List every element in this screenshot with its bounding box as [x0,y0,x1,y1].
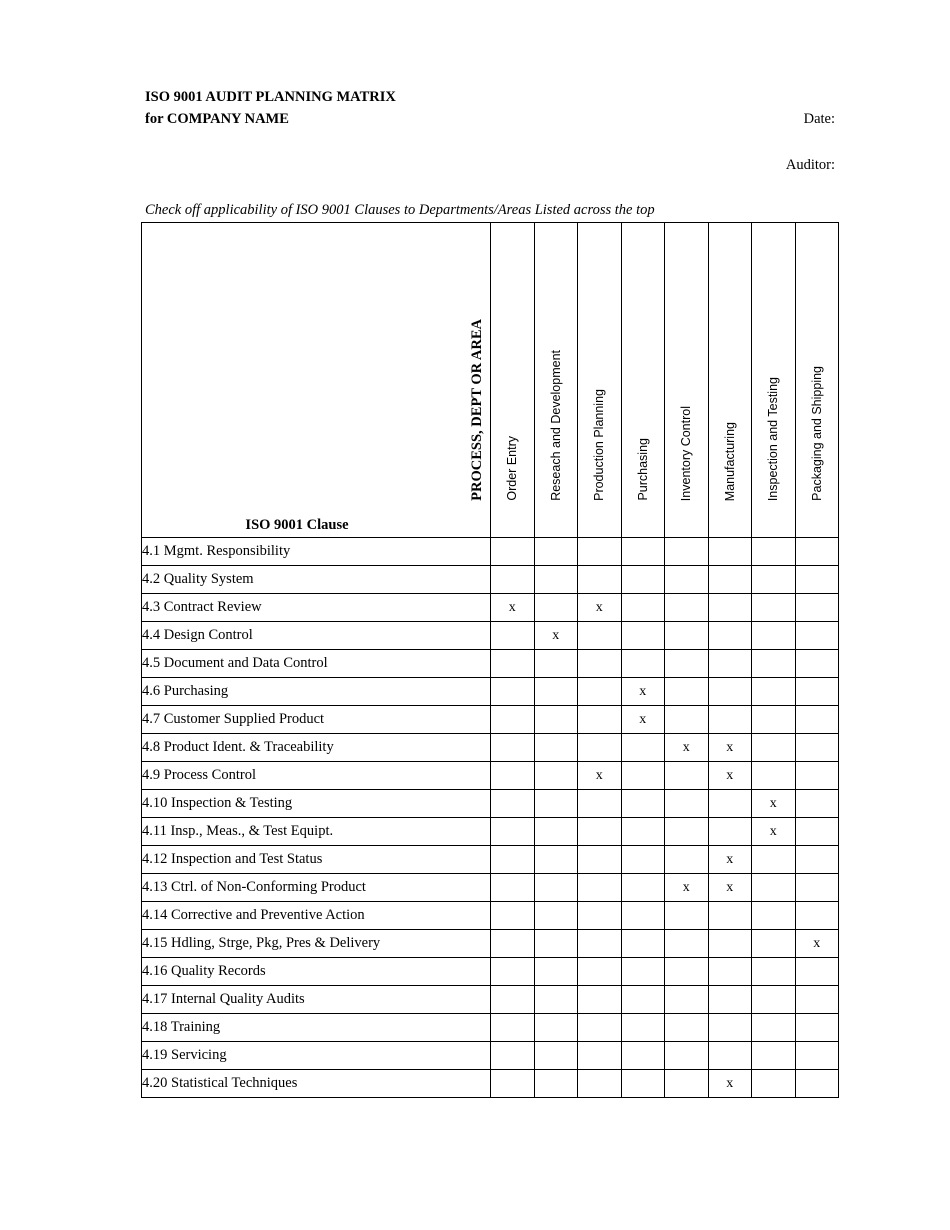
table-row [142,566,839,594]
applicability-cell[interactable] [621,594,665,622]
applicability-cell[interactable] [665,762,709,790]
applicability-cell[interactable] [665,958,709,986]
applicability-cell[interactable] [665,1042,709,1070]
applicability-cell[interactable] [752,622,796,650]
applicability-cell[interactable] [795,594,839,622]
audit-matrix-table [141,222,839,1098]
applicability-cell[interactable] [534,678,578,706]
applicability-cell[interactable] [795,566,839,594]
applicability-cell[interactable] [752,762,796,790]
applicability-cell[interactable] [665,678,709,706]
matrix-body [142,538,839,1098]
applicability-cell[interactable] [708,566,752,594]
department-header-packaging-shipping: Packaging and Shipping [809,366,824,501]
clause-cell: 4.2 Quality System [142,566,491,594]
applicability-cell[interactable] [795,678,839,706]
applicability-cell[interactable] [491,930,535,958]
applicability-cell[interactable] [795,986,839,1014]
clause-cell: 4.8 Product Ident. & Traceability [142,734,491,762]
applicability-cell[interactable] [708,930,752,958]
table-row [142,1070,839,1098]
applicability-cell[interactable] [665,566,709,594]
applicability-cell[interactable] [491,874,535,902]
applicability-cell[interactable] [708,986,752,1014]
department-header-cell [578,223,622,538]
applicability-cell[interactable] [491,734,535,762]
applicability-cell[interactable]: x [708,734,752,762]
applicability-cell[interactable] [491,1042,535,1070]
applicability-cell[interactable] [578,818,622,846]
clause-cell: 4.7 Customer Supplied Product [142,706,491,734]
applicability-cell[interactable] [534,538,578,566]
applicability-cell[interactable]: x [752,818,796,846]
applicability-cell[interactable] [708,818,752,846]
applicability-cell[interactable] [752,986,796,1014]
applicability-cell[interactable] [708,1042,752,1070]
applicability-cell[interactable] [491,986,535,1014]
applicability-cell[interactable] [578,678,622,706]
applicability-cell[interactable] [491,902,535,930]
applicability-cell[interactable] [795,734,839,762]
applicability-cell[interactable] [578,706,622,734]
applicability-cell[interactable] [795,818,839,846]
table-row [142,874,839,902]
applicability-cell[interactable] [621,846,665,874]
table-row [142,734,839,762]
applicability-cell[interactable] [578,650,622,678]
department-header-order-entry: Order Entry [505,436,520,501]
applicability-cell[interactable] [665,1070,709,1098]
applicability-cell[interactable] [708,650,752,678]
clause-cell: 4.13 Ctrl. of Non-Conforming Product [142,874,491,902]
applicability-cell[interactable]: x [752,790,796,818]
applicability-cell[interactable] [708,706,752,734]
applicability-cell[interactable]: x [708,846,752,874]
clause-column-header: ISO 9001 Clause [245,517,349,533]
applicability-cell[interactable] [534,846,578,874]
clause-cell: 4.18 Training [142,1014,491,1042]
clause-cell: 4.3 Contract Review [142,594,491,622]
applicability-cell[interactable] [621,566,665,594]
applicability-cell[interactable] [665,846,709,874]
applicability-cell[interactable] [534,902,578,930]
applicability-cell[interactable] [752,734,796,762]
applicability-cell[interactable] [491,790,535,818]
applicability-cell[interactable] [665,790,709,818]
applicability-cell[interactable]: x [665,874,709,902]
applicability-cell[interactable] [534,650,578,678]
applicability-cell[interactable] [708,678,752,706]
clause-header-cell [142,223,491,538]
applicability-cell[interactable] [621,986,665,1014]
applicability-cell[interactable]: x [578,594,622,622]
applicability-cell[interactable] [752,1042,796,1070]
applicability-cell[interactable] [665,902,709,930]
applicability-cell[interactable] [665,538,709,566]
department-header-cell [752,223,796,538]
clause-cell: 4.19 Servicing [142,1042,491,1070]
applicability-cell[interactable] [752,1070,796,1098]
applicability-cell[interactable] [578,1014,622,1042]
applicability-cell[interactable] [752,566,796,594]
applicability-cell[interactable] [534,1014,578,1042]
table-row [142,762,839,790]
table-row [142,538,839,566]
applicability-cell[interactable] [491,538,535,566]
date-label: Date: [803,111,835,127]
applicability-cell[interactable] [578,846,622,874]
applicability-cell[interactable] [621,538,665,566]
table-row [142,790,839,818]
applicability-cell[interactable] [621,930,665,958]
applicability-cell[interactable] [708,538,752,566]
applicability-cell[interactable] [665,650,709,678]
applicability-cell[interactable] [491,762,535,790]
table-row [142,706,839,734]
applicability-cell[interactable] [795,650,839,678]
applicability-cell[interactable] [752,846,796,874]
clause-cell: 4.4 Design Control [142,622,491,650]
applicability-cell[interactable] [491,958,535,986]
applicability-cell[interactable] [578,734,622,762]
applicability-cell[interactable] [491,818,535,846]
applicability-cell[interactable] [534,958,578,986]
applicability-cell[interactable] [621,762,665,790]
applicability-cell[interactable] [621,622,665,650]
applicability-cell[interactable] [578,958,622,986]
applicability-cell[interactable] [578,874,622,902]
instructions-text: Check off applicability of ISO 9001 Clauses to Departments/Areas Listed across the top [145,202,655,218]
table-row [142,958,839,986]
applicability-cell[interactable] [621,958,665,986]
applicability-cell[interactable] [752,930,796,958]
applicability-cell[interactable] [665,1014,709,1042]
applicability-cell[interactable] [534,874,578,902]
applicability-cell[interactable] [534,594,578,622]
applicability-cell[interactable] [665,930,709,958]
table-row [142,902,839,930]
applicability-cell[interactable] [621,734,665,762]
clause-cell: 4.1 Mgmt. Responsibility [142,538,491,566]
department-header-cell [795,223,839,538]
applicability-cell[interactable] [752,874,796,902]
applicability-cell[interactable] [795,790,839,818]
applicability-cell[interactable] [578,538,622,566]
applicability-cell[interactable] [708,622,752,650]
applicability-cell[interactable] [752,1014,796,1042]
applicability-cell[interactable] [534,566,578,594]
applicability-cell[interactable] [752,538,796,566]
clause-cell: 4.17 Internal Quality Audits [142,986,491,1014]
header-row [142,223,839,538]
applicability-cell[interactable]: x [534,622,578,650]
clause-cell: 4.12 Inspection and Test Status [142,846,491,874]
applicability-cell[interactable] [621,818,665,846]
applicability-cell[interactable] [621,650,665,678]
clause-cell: 4.14 Corrective and Preventive Action [142,902,491,930]
applicability-cell[interactable] [795,902,839,930]
table-row [142,594,839,622]
applicability-cell[interactable] [708,902,752,930]
applicability-cell[interactable] [578,902,622,930]
applicability-cell[interactable] [578,930,622,958]
applicability-cell[interactable] [491,1070,535,1098]
applicability-cell[interactable] [534,1042,578,1070]
applicability-cell[interactable] [665,706,709,734]
applicability-cell[interactable] [665,818,709,846]
applicability-cell[interactable] [491,650,535,678]
applicability-cell[interactable] [621,1042,665,1070]
applicability-cell[interactable] [795,846,839,874]
applicability-cell[interactable] [708,594,752,622]
applicability-cell[interactable] [752,902,796,930]
applicability-cell[interactable]: x [708,1070,752,1098]
applicability-cell[interactable]: x [621,678,665,706]
applicability-cell[interactable] [795,538,839,566]
applicability-cell[interactable] [752,678,796,706]
applicability-cell[interactable] [578,790,622,818]
applicability-cell[interactable] [752,706,796,734]
applicability-cell[interactable] [534,706,578,734]
department-header-cell [665,223,709,538]
applicability-cell[interactable] [795,958,839,986]
applicability-cell[interactable] [534,790,578,818]
table-row [142,622,839,650]
applicability-cell[interactable] [665,622,709,650]
applicability-cell[interactable] [491,1014,535,1042]
clause-cell: 4.10 Inspection & Testing [142,790,491,818]
department-header-cell [708,223,752,538]
table-row [142,678,839,706]
applicability-cell[interactable] [795,1042,839,1070]
applicability-cell[interactable]: x [578,762,622,790]
applicability-cell[interactable] [752,594,796,622]
applicability-cell[interactable]: x [665,734,709,762]
applicability-cell[interactable] [534,762,578,790]
applicability-cell[interactable] [752,650,796,678]
clause-cell: 4.15 Hdling, Strge, Pkg, Pres & Delivery [142,930,491,958]
applicability-cell[interactable] [752,958,796,986]
clause-cell: 4.20 Statistical Techniques [142,1070,491,1098]
applicability-cell[interactable] [578,986,622,1014]
process-dept-area-header: PROCESS, DEPT OR AREA [469,319,485,501]
applicability-cell[interactable] [491,678,535,706]
table-row [142,818,839,846]
applicability-cell[interactable] [491,846,535,874]
applicability-cell[interactable] [665,594,709,622]
applicability-cell[interactable] [621,1014,665,1042]
applicability-cell[interactable] [491,706,535,734]
table-row [142,986,839,1014]
auditor-label: Auditor: [785,157,835,173]
department-header-research-development: Reseach and Development [548,350,563,501]
applicability-cell[interactable] [578,1042,622,1070]
applicability-cell[interactable] [491,566,535,594]
applicability-cell[interactable] [795,1014,839,1042]
applicability-cell[interactable] [621,874,665,902]
applicability-cell[interactable]: x [491,594,535,622]
applicability-cell[interactable] [621,902,665,930]
department-header-cell [534,223,578,538]
clause-cell: 4.9 Process Control [142,762,491,790]
table-row [142,1014,839,1042]
table-row [142,1042,839,1070]
clause-cell: 4.11 Insp., Meas., & Test Equipt. [142,818,491,846]
applicability-cell[interactable]: x [621,706,665,734]
applicability-cell[interactable]: x [795,930,839,958]
applicability-cell[interactable]: x [708,762,752,790]
applicability-cell[interactable] [708,790,752,818]
applicability-cell[interactable] [534,734,578,762]
applicability-cell[interactable] [621,1070,665,1098]
applicability-cell[interactable] [578,566,622,594]
department-header-purchasing: Purchasing [635,438,650,501]
department-header-inspection-testing: Inspection and Testing [766,376,781,501]
applicability-cell[interactable]: x [708,874,752,902]
department-header-cell [621,223,665,538]
clause-cell: 4.16 Quality Records [142,958,491,986]
applicability-cell[interactable] [534,1070,578,1098]
applicability-cell[interactable] [708,958,752,986]
applicability-cell[interactable] [795,762,839,790]
applicability-cell[interactable] [795,706,839,734]
applicability-cell[interactable] [795,874,839,902]
clause-cell: 4.6 Purchasing [142,678,491,706]
clause-cell: 4.5 Document and Data Control [142,650,491,678]
department-header-manufacturing: Manufacturing [722,421,737,501]
applicability-cell[interactable] [795,622,839,650]
applicability-cell[interactable] [665,986,709,1014]
table-row [142,650,839,678]
department-header-production-planning: Production Planning [592,389,607,501]
document-title: ISO 9001 AUDIT PLANNING MATRIX [145,89,396,105]
department-header-cell [491,223,535,538]
company-name: for COMPANY NAME [145,111,289,127]
applicability-cell[interactable] [795,1070,839,1098]
applicability-cell[interactable] [491,622,535,650]
applicability-cell[interactable] [708,1014,752,1042]
applicability-cell[interactable] [578,1070,622,1098]
applicability-cell[interactable] [621,790,665,818]
applicability-cell[interactable] [578,622,622,650]
applicability-cell[interactable] [534,930,578,958]
table-row [142,930,839,958]
applicability-cell[interactable] [534,818,578,846]
applicability-cell[interactable] [534,986,578,1014]
department-header-inventory-control: Inventory Control [679,405,694,501]
table-row [142,846,839,874]
